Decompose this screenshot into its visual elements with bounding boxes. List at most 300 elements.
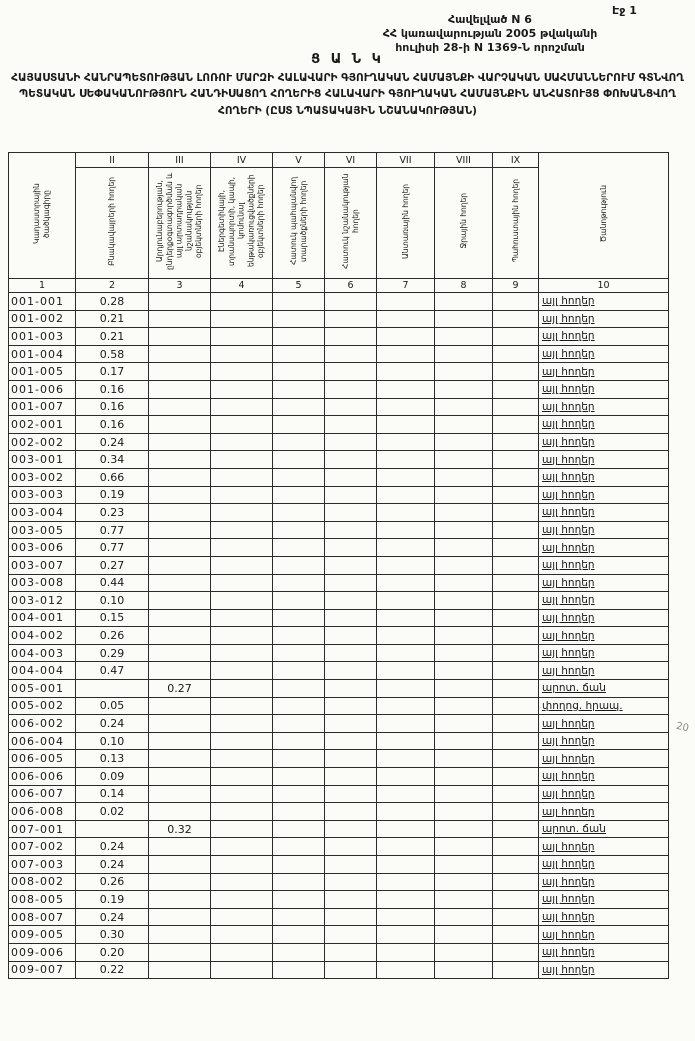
cadastral-code-cell: 004-003 [9,644,76,662]
area-value-cell-col9 [493,908,539,926]
cadastral-code-cell: 004-001 [9,609,76,627]
area-value-cell-col5 [273,926,325,944]
table-row [9,768,669,786]
area-value-cell-col7 [377,486,435,504]
area-value-cell-col8 [435,768,493,786]
cadastral-code-cell: 006-005 [9,750,76,768]
area-value-cell-col7 [377,521,435,539]
area-value-cell-col7 [377,820,435,838]
area-value-cell-col8 [435,363,493,381]
area-value-cell-col8 [435,609,493,627]
area-value-cell-col2: 0.16 [76,416,149,434]
area-value-cell-col5 [273,468,325,486]
area-value-cell-col9 [493,785,539,803]
col-header-water-lands-label: Ջրային հողեր [458,193,468,249]
area-value-cell-col5 [273,838,325,856]
area-value-cell-col5 [273,556,325,574]
area-value-cell-col3 [149,838,211,856]
area-value-cell-col2: 0.77 [76,521,149,539]
area-value-cell-col3 [149,627,211,645]
col-header-forest-lands [377,168,435,279]
note-cell: այլ հողեր [539,926,669,944]
area-value-cell-col4 [211,908,273,926]
area-value-cell-col3 [149,697,211,715]
area-value-cell-col5 [273,486,325,504]
area-value-cell-col2 [76,680,149,698]
area-value-cell-col9 [493,293,539,311]
area-value-cell-col8 [435,926,493,944]
area-value-cell-col3: 0.32 [149,820,211,838]
area-value-cell-col2: 0.29 [76,644,149,662]
roman-numeral-v: V [273,153,325,168]
note-cell: այլ հողեր [539,644,669,662]
table-row [9,732,669,750]
note-cell: այլ հողեր [539,891,669,909]
col-header-note [539,153,669,279]
area-value-cell-col2: 0.24 [76,433,149,451]
table-row [9,328,669,346]
column-number: 5 [273,279,325,293]
note-cell: այլ հողեր [539,521,669,539]
area-value-cell-col5 [273,697,325,715]
area-value-cell-col5 [273,451,325,469]
area-value-cell-col6 [325,609,377,627]
area-value-cell-col2: 0.23 [76,504,149,522]
area-value-cell-col3 [149,873,211,891]
table-row [9,785,669,803]
column-number: 2 [76,279,149,293]
column-number: 7 [377,279,435,293]
area-value-cell-col3 [149,891,211,909]
column-number: 6 [325,279,377,293]
area-value-cell-col2: 0.34 [76,451,149,469]
area-value-cell-col5 [273,803,325,821]
area-value-cell-col7 [377,328,435,346]
area-value-cell-col9 [493,504,539,522]
area-value-cell-col5 [273,416,325,434]
roman-numeral-iv: IV [211,153,273,168]
area-value-cell-col6 [325,838,377,856]
area-value-cell-col3 [149,644,211,662]
note-cell: այլ հողեր [539,380,669,398]
area-value-cell-col3 [149,556,211,574]
area-value-cell-col5 [273,680,325,698]
area-value-cell-col3 [149,486,211,504]
table-row [9,627,669,645]
area-value-cell-col2: 0.58 [76,345,149,363]
document-title: Ց Ա Ն Կ [311,52,384,67]
table-row [9,451,669,469]
area-value-cell-col8 [435,380,493,398]
cadastral-code-cell: 006-006 [9,768,76,786]
area-value-cell-col4 [211,838,273,856]
area-value-cell-col9 [493,926,539,944]
table-row [9,697,669,715]
cadastral-code-cell: 003-003 [9,486,76,504]
area-value-cell-col2: 0.13 [76,750,149,768]
note-cell: այլ հողեր [539,433,669,451]
area-value-cell-col6 [325,416,377,434]
area-value-cell-col8 [435,451,493,469]
area-value-cell-col4 [211,715,273,733]
area-value-cell-col8 [435,556,493,574]
area-value-cell-col5 [273,768,325,786]
area-value-cell-col3 [149,433,211,451]
area-value-cell-col4 [211,398,273,416]
note-cell: արոտ. ճան [539,680,669,698]
area-value-cell-col4 [211,328,273,346]
cadastral-code-cell: 004-002 [9,627,76,645]
cadastral-code-cell: 004-004 [9,662,76,680]
cadastral-code-cell: 003-001 [9,451,76,469]
area-value-cell-col6 [325,380,377,398]
area-value-cell-col8 [435,592,493,610]
area-value-cell-col4 [211,609,273,627]
note-cell: այլ հողեր [539,310,669,328]
cadastral-code-cell: 003-004 [9,504,76,522]
column-number: 8 [435,279,493,293]
area-value-cell-col6 [325,468,377,486]
area-value-cell-col3 [149,539,211,557]
area-value-cell-col4 [211,961,273,979]
area-value-cell-col7 [377,732,435,750]
area-value-cell-col2: 0.44 [76,574,149,592]
area-value-cell-col4 [211,820,273,838]
area-value-cell-col3 [149,732,211,750]
appendix-block [315,13,665,54]
area-value-cell-col6 [325,310,377,328]
cadastral-code-cell: 008-007 [9,908,76,926]
area-value-cell-col4 [211,785,273,803]
note-cell: այլ հողեր [539,293,669,311]
area-value-cell-col4 [211,363,273,381]
note-cell: այլ հողեր [539,856,669,874]
area-value-cell-col3 [149,451,211,469]
table-row [9,486,669,504]
area-value-cell-col9 [493,416,539,434]
area-value-cell-col5 [273,592,325,610]
area-value-cell-col6 [325,908,377,926]
table-row [9,873,669,891]
area-value-cell-col6 [325,943,377,961]
table-row [9,644,669,662]
cadastral-code-cell: 001-003 [9,328,76,346]
area-value-cell-col4 [211,592,273,610]
table-row [9,539,669,557]
area-value-cell-col9 [493,644,539,662]
note-cell: այլ հողեր [539,486,669,504]
table-row [9,293,669,311]
note-cell: այլ հողեր [539,627,669,645]
area-value-cell-col9 [493,521,539,539]
area-value-cell-col8 [435,574,493,592]
area-value-cell-col6 [325,873,377,891]
cadastral-code-cell: 009-006 [9,943,76,961]
area-value-cell-col9 [493,732,539,750]
area-value-cell-col6 [325,486,377,504]
cadastral-code-cell: 003-002 [9,468,76,486]
area-value-cell-col7 [377,363,435,381]
area-value-cell-col9 [493,486,539,504]
table-row [9,680,669,698]
area-value-cell-col4 [211,856,273,874]
area-value-cell-col4 [211,697,273,715]
area-value-cell-col4 [211,504,273,522]
table-row [9,468,669,486]
area-value-cell-col6 [325,556,377,574]
cadastral-code-cell: 007-003 [9,856,76,874]
area-value-cell-col4 [211,539,273,557]
table-row [9,715,669,733]
area-value-cell-col6 [325,345,377,363]
col-header-reserve-lands [493,168,539,279]
note-cell: այլ հողեր [539,363,669,381]
area-value-cell-col5 [273,380,325,398]
area-value-cell-col8 [435,838,493,856]
table-row [9,820,669,838]
area-value-cell-col7 [377,574,435,592]
area-value-cell-col9 [493,380,539,398]
area-value-cell-col7 [377,803,435,821]
area-value-cell-col8 [435,310,493,328]
area-value-cell-col9 [493,943,539,961]
note-cell: այլ հողեր [539,961,669,979]
area-value-cell-col5 [273,574,325,592]
area-value-cell-col5 [273,662,325,680]
area-value-cell-col7 [377,961,435,979]
area-value-cell-col6 [325,574,377,592]
area-value-cell-col4 [211,451,273,469]
cadastral-code-cell: 003-005 [9,521,76,539]
area-value-cell-col5 [273,891,325,909]
area-value-cell-col6 [325,293,377,311]
area-value-cell-col7 [377,908,435,926]
area-value-cell-col3: 0.27 [149,680,211,698]
area-value-cell-col3 [149,715,211,733]
area-value-cell-col5 [273,310,325,328]
note-cell: այլ հողեր [539,592,669,610]
area-value-cell-col9 [493,556,539,574]
area-value-cell-col2: 0.24 [76,856,149,874]
cadastral-code-cell: 005-001 [9,680,76,698]
cadastral-code-cell: 009-005 [9,926,76,944]
col-header-infrastructure-lands [211,168,273,279]
area-value-cell-col9 [493,961,539,979]
table-row [9,803,669,821]
area-value-cell-col2: 0.77 [76,539,149,557]
area-value-cell-col4 [211,873,273,891]
area-value-cell-col8 [435,539,493,557]
area-value-cell-col3 [149,908,211,926]
area-value-cell-col4 [211,750,273,768]
note-cell: արոտ. ճան [539,820,669,838]
cadastral-code-cell: 001-005 [9,363,76,381]
table-row [9,433,669,451]
cadastral-code-cell: 001-007 [9,398,76,416]
area-value-cell-col5 [273,943,325,961]
col-header-protected-lands [273,168,325,279]
area-value-cell-col7 [377,943,435,961]
area-value-cell-col4 [211,293,273,311]
area-value-cell-col3 [149,293,211,311]
area-value-cell-col7 [377,310,435,328]
note-cell: այլ հողեր [539,574,669,592]
table-row [9,504,669,522]
area-value-cell-col9 [493,433,539,451]
area-value-cell-col8 [435,750,493,768]
area-value-cell-col4 [211,732,273,750]
area-value-cell-col2: 0.17 [76,363,149,381]
area-value-cell-col4 [211,803,273,821]
area-value-cell-col6 [325,328,377,346]
area-value-cell-col4 [211,486,273,504]
area-value-cell-col3 [149,328,211,346]
note-cell: այլ հողեր [539,556,669,574]
area-value-cell-col9 [493,856,539,874]
cadastral-code-cell: 003-006 [9,539,76,557]
area-value-cell-col7 [377,926,435,944]
table-row [9,926,669,944]
roman-numeral-iii: III [149,153,211,168]
area-value-cell-col4 [211,416,273,434]
area-value-cell-col3 [149,363,211,381]
appendix-line-3: հուլիսի 28-ի N 1369-Ն որոշման [395,40,585,54]
col-header-settlement-lands-label: Բնակավայրերի հողեր [107,176,117,266]
area-value-cell-col5 [273,820,325,838]
area-value-cell-col3 [149,345,211,363]
area-value-cell-col7 [377,785,435,803]
column-number: 9 [493,279,539,293]
area-value-cell-col3 [149,521,211,539]
area-value-cell-col8 [435,662,493,680]
area-value-cell-col7 [377,891,435,909]
area-value-cell-col2: 0.66 [76,468,149,486]
area-value-cell-col6 [325,592,377,610]
area-value-cell-col6 [325,750,377,768]
area-value-cell-col2: 0.05 [76,697,149,715]
col-header-cadastral-code-label: Կադաստրային ծածկագիրը [32,183,51,245]
note-cell: այլ հողեր [539,873,669,891]
cadastral-code-cell: 006-007 [9,785,76,803]
table-row [9,943,669,961]
area-value-cell-col7 [377,416,435,434]
area-value-cell-col2: 0.21 [76,310,149,328]
area-value-cell-col3 [149,750,211,768]
area-value-cell-col2: 0.16 [76,380,149,398]
table-row [9,363,669,381]
area-value-cell-col6 [325,926,377,944]
area-value-cell-col8 [435,504,493,522]
area-value-cell-col2: 0.10 [76,732,149,750]
col-header-special-lands-label: Հատուկ նշանակության հողեր [340,173,360,269]
area-value-cell-col6 [325,504,377,522]
roman-numeral-viii: VIII [435,153,493,168]
column-number: 10 [539,279,669,293]
area-value-cell-col7 [377,697,435,715]
cadastral-code-cell: 007-002 [9,838,76,856]
area-value-cell-col9 [493,715,539,733]
cadastral-code-cell: 008-002 [9,873,76,891]
area-value-cell-col7 [377,750,435,768]
area-value-cell-col2 [76,820,149,838]
area-value-cell-col2: 0.10 [76,592,149,610]
area-value-cell-col5 [273,873,325,891]
area-value-cell-col5 [273,961,325,979]
table-row [9,398,669,416]
cadastral-code-cell: 003-012 [9,592,76,610]
area-value-cell-col3 [149,380,211,398]
land-parcels-table [8,152,669,979]
cadastral-code-cell: 006-008 [9,803,76,821]
area-value-cell-col4 [211,574,273,592]
area-value-cell-col8 [435,803,493,821]
area-value-cell-col5 [273,785,325,803]
area-value-cell-col5 [273,750,325,768]
cadastral-code-cell: 001-001 [9,293,76,311]
roman-numeral-ii: II [76,153,149,168]
area-value-cell-col3 [149,785,211,803]
area-value-cell-col3 [149,398,211,416]
area-value-cell-col8 [435,433,493,451]
area-value-cell-col2: 0.26 [76,873,149,891]
area-value-cell-col5 [273,856,325,874]
area-value-cell-col9 [493,838,539,856]
area-value-cell-col6 [325,433,377,451]
area-value-cell-col9 [493,574,539,592]
note-cell: այլ հողեր [539,328,669,346]
table-row [9,345,669,363]
area-value-cell-col6 [325,697,377,715]
area-value-cell-col4 [211,433,273,451]
area-value-cell-col8 [435,328,493,346]
area-value-cell-col7 [377,380,435,398]
note-cell: այլ հողեր [539,838,669,856]
area-value-cell-col8 [435,416,493,434]
area-value-cell-col9 [493,697,539,715]
area-value-cell-col9 [493,398,539,416]
col-header-water-lands [435,168,493,279]
area-value-cell-col8 [435,891,493,909]
area-value-cell-col5 [273,328,325,346]
note-cell: այլ հողեր [539,398,669,416]
area-value-cell-col7 [377,556,435,574]
table-row [9,574,669,592]
area-value-cell-col5 [273,609,325,627]
area-value-cell-col8 [435,856,493,874]
area-value-cell-col9 [493,328,539,346]
area-value-cell-col5 [273,715,325,733]
note-cell: այլ հողեր [539,416,669,434]
area-value-cell-col3 [149,961,211,979]
cadastral-code-cell: 006-002 [9,715,76,733]
area-value-cell-col7 [377,715,435,733]
area-value-cell-col9 [493,803,539,821]
appendix-line-2: ՀՀ կառավարության 2005 թվականի [382,26,598,40]
area-value-cell-col6 [325,644,377,662]
area-value-cell-col2: 0.02 [76,803,149,821]
table-row [9,750,669,768]
area-value-cell-col4 [211,662,273,680]
area-value-cell-col6 [325,539,377,557]
area-value-cell-col4 [211,768,273,786]
area-value-cell-col3 [149,609,211,627]
area-value-cell-col2: 0.27 [76,556,149,574]
area-value-cell-col7 [377,873,435,891]
area-value-cell-col7 [377,609,435,627]
area-value-cell-col7 [377,680,435,698]
note-cell: այլ հողեր [539,451,669,469]
table-row [9,961,669,979]
